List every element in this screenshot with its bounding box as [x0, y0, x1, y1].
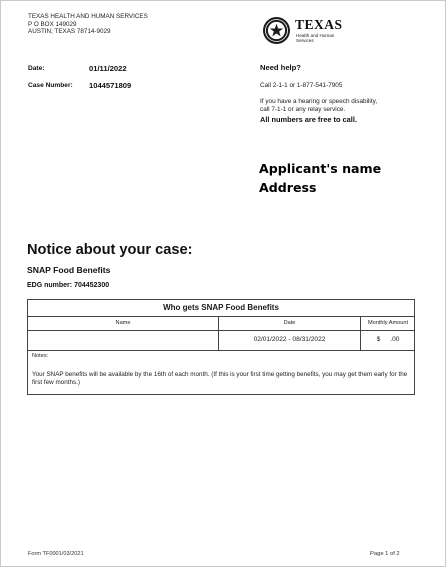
column-date-label: Date — [283, 320, 296, 326]
help-title: Need help? — [260, 63, 301, 72]
column-date — [218, 316, 360, 330]
cell-amount — [360, 330, 415, 350]
case-number-label: Case Number: — [28, 82, 73, 89]
notice-title: Notice about your case: — [27, 242, 193, 258]
help-relay-line: call 7-1-1 or any relay service. — [260, 106, 346, 113]
page-number: Page 1 of 2 — [370, 551, 400, 557]
sender-address — [28, 13, 148, 36]
column-amount-label: Monthly Amount — [367, 320, 409, 326]
sender-line-2: P O BOX 149029 — [28, 20, 77, 28]
edg-number — [27, 282, 109, 289]
notes-text: Your SNAP benefits will be available by the 16th of each month. (If this is your first time getting benefits, you may get them early for the first few months.) — [32, 371, 408, 387]
program-name: SNAP Food Benefits — [27, 265, 111, 275]
notes-label: Notes: — [32, 353, 49, 359]
column-name — [28, 316, 218, 330]
edg-number-label: EDG number: — [27, 282, 73, 289]
benefits-table-header-row — [28, 316, 414, 331]
cell-amount-currency: $ — [376, 336, 381, 343]
applicant-block — [259, 159, 381, 197]
sender-line-3: AUSTIN, TEXAS 78714-9029 — [28, 28, 111, 36]
sender-line-1: TEXAS HEALTH AND HUMAN SERVICES — [28, 13, 148, 20]
help-phone-line: Call 2-1-1 or 1-877-541-7905 — [260, 82, 343, 89]
help-free-note: All numbers are free to call. — [260, 115, 357, 124]
help-disability-line: If you have a hearing or speech disability, — [260, 98, 378, 105]
table-row — [28, 330, 414, 351]
edg-number-value: 704452300 — [74, 282, 110, 289]
applicant-address: Address — [259, 180, 317, 195]
column-monthly-amount — [360, 316, 415, 330]
applicant-name: Applicant's name — [259, 161, 382, 176]
cell-amount-value: .00 — [390, 336, 400, 343]
cell-name — [28, 330, 218, 350]
logo-subtitle-line-1: Health and Human — [296, 33, 335, 38]
cell-date-value: 02/01/2022 - 08/31/2022 — [253, 336, 326, 343]
benefits-table-title: Who gets SNAP Food Benefits — [28, 300, 414, 317]
date-label: Date: — [28, 65, 45, 72]
date-value: 01/11/2022 — [89, 64, 127, 73]
case-number-value: 1044571809 — [89, 81, 132, 90]
texas-hhs-logo — [262, 16, 372, 50]
logo-subtitle-line-2: Services — [296, 38, 314, 44]
texas-seal-icon — [262, 16, 291, 45]
cell-date — [218, 330, 360, 350]
form-number: Form TF0001/03/2021 — [28, 551, 84, 557]
benefits-table — [27, 299, 415, 395]
logo-title: TEXAS — [295, 17, 343, 32]
column-name-label: Name — [115, 320, 131, 326]
logo-subtitle — [296, 33, 346, 43]
